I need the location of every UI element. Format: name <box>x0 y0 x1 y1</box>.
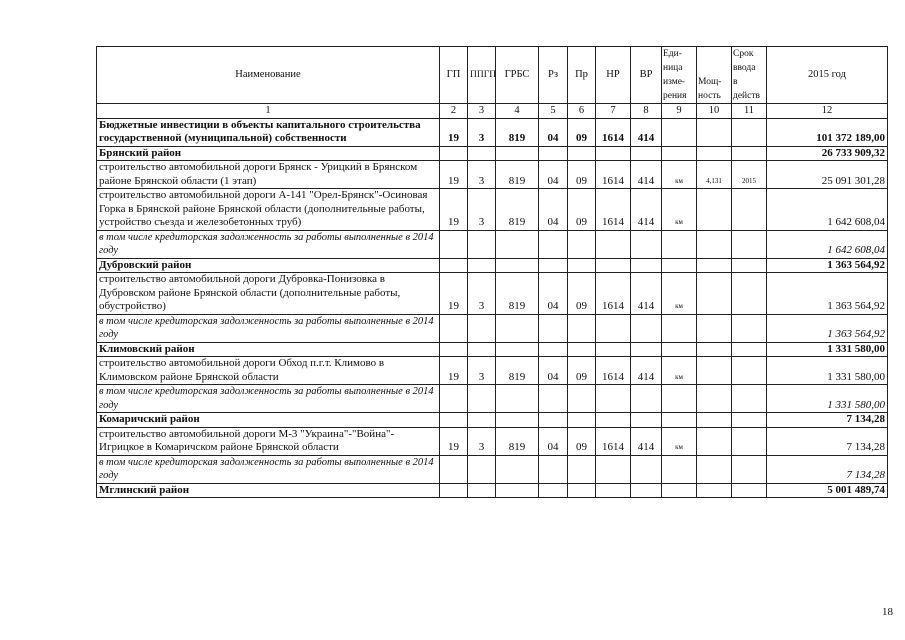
header-capacity-line: ность <box>698 91 721 101</box>
row-ppgp: 3 <box>468 189 496 231</box>
table-row-section <box>97 258 888 273</box>
row-term: 2015 <box>732 161 767 189</box>
header-unit-line: ница <box>663 63 683 73</box>
row-unit <box>662 413 697 428</box>
row-vr: 414 <box>631 189 662 231</box>
table-row <box>97 161 888 189</box>
column-number: 9 <box>662 104 697 119</box>
header-unit-line: изме- <box>663 77 686 87</box>
row-name: в том числе кредиторская задолженность за работы выполненные в 2014 году <box>97 314 440 342</box>
row-ppgp: 3 <box>468 118 496 146</box>
row-term <box>732 273 767 315</box>
header-gp: ГП <box>440 47 468 104</box>
row-nr <box>596 146 631 161</box>
row-grbs <box>496 230 539 258</box>
row-ppgp <box>468 342 496 357</box>
table-row <box>97 427 888 455</box>
header-vr: ВР <box>631 47 662 104</box>
row-vr <box>631 342 662 357</box>
column-number: 11 <box>732 104 767 119</box>
table-row-section <box>97 483 888 498</box>
row-unit: км <box>662 427 697 455</box>
row-gp <box>440 413 468 428</box>
row-vr <box>631 258 662 273</box>
row-ppgp: 3 <box>468 357 496 385</box>
row-unit <box>662 455 697 483</box>
row-vr: 414 <box>631 273 662 315</box>
header-year: 2015 год <box>767 47 888 104</box>
row-nr: 1614 <box>596 161 631 189</box>
row-term <box>732 385 767 413</box>
row-amount: 101 372 189,00 <box>767 118 888 146</box>
column-number: 1 <box>97 104 440 119</box>
column-number: 5 <box>539 104 568 119</box>
row-vr <box>631 455 662 483</box>
row-unit <box>662 385 697 413</box>
row-pr: 09 <box>568 357 596 385</box>
row-term <box>732 342 767 357</box>
row-pr <box>568 258 596 273</box>
row-vr: 414 <box>631 118 662 146</box>
row-rz <box>539 314 568 342</box>
row-capacity <box>697 427 732 455</box>
row-unit <box>662 258 697 273</box>
row-gp <box>440 258 468 273</box>
row-grbs <box>496 413 539 428</box>
row-vr <box>631 413 662 428</box>
row-capacity <box>697 189 732 231</box>
row-grbs: 819 <box>496 118 539 146</box>
header-name: Наименование <box>97 47 440 104</box>
row-capacity <box>697 258 732 273</box>
table-row-section <box>97 118 888 146</box>
header-term-line: Срок <box>733 49 754 59</box>
row-ppgp <box>468 230 496 258</box>
row-nr <box>596 385 631 413</box>
row-gp <box>440 483 468 498</box>
row-nr <box>596 230 631 258</box>
row-nr <box>596 314 631 342</box>
row-nr: 1614 <box>596 189 631 231</box>
row-term <box>732 118 767 146</box>
row-amount: 1 331 580,00 <box>767 357 888 385</box>
row-name: строительство автомобильной дороги Обход п.г.т. Климово в Климовском районе Брянской области <box>97 357 440 385</box>
row-pr <box>568 146 596 161</box>
row-capacity <box>697 413 732 428</box>
row-ppgp: 3 <box>468 427 496 455</box>
row-rz <box>539 258 568 273</box>
row-capacity <box>697 146 732 161</box>
row-term <box>732 230 767 258</box>
row-unit: км <box>662 161 697 189</box>
row-grbs <box>496 146 539 161</box>
column-number: 4 <box>496 104 539 119</box>
row-gp <box>440 342 468 357</box>
row-gp: 19 <box>440 189 468 231</box>
column-number: 7 <box>596 104 631 119</box>
row-name: в том числе кредиторская задолженность за работы выполненные в 2014 году <box>97 230 440 258</box>
row-pr <box>568 230 596 258</box>
row-pr <box>568 314 596 342</box>
row-rz <box>539 413 568 428</box>
row-term <box>732 258 767 273</box>
row-grbs: 819 <box>496 427 539 455</box>
row-term <box>732 455 767 483</box>
row-term <box>732 427 767 455</box>
row-gp: 19 <box>440 427 468 455</box>
row-vr <box>631 385 662 413</box>
row-rz: 04 <box>539 118 568 146</box>
row-rz: 04 <box>539 161 568 189</box>
header-rz: Рз <box>539 47 568 104</box>
row-nr <box>596 258 631 273</box>
row-unit: км <box>662 357 697 385</box>
row-capacity <box>697 314 732 342</box>
row-rz <box>539 455 568 483</box>
row-grbs <box>496 385 539 413</box>
row-capacity <box>697 385 732 413</box>
row-grbs <box>496 258 539 273</box>
row-gp: 19 <box>440 161 468 189</box>
row-grbs <box>496 342 539 357</box>
header-nr: НР <box>596 47 631 104</box>
row-rz: 04 <box>539 273 568 315</box>
row-gp <box>440 385 468 413</box>
row-name: в том числе кредиторская задолженность за работы выполненные в 2014 году <box>97 455 440 483</box>
row-term <box>732 189 767 231</box>
row-vr: 414 <box>631 357 662 385</box>
row-name: Комаричский район <box>97 413 440 428</box>
table-row-section <box>97 146 888 161</box>
row-amount: 26 733 909,32 <box>767 146 888 161</box>
row-amount: 25 091 301,28 <box>767 161 888 189</box>
row-amount: 5 001 489,74 <box>767 483 888 498</box>
row-capacity <box>697 118 732 146</box>
column-number: 10 <box>697 104 732 119</box>
row-unit: км <box>662 189 697 231</box>
row-ppgp <box>468 483 496 498</box>
row-gp <box>440 455 468 483</box>
column-number: 3 <box>468 104 496 119</box>
row-pr <box>568 455 596 483</box>
header-unit-line: рения <box>663 91 687 101</box>
row-name: строительство автомобильной дороги Дубровка-Понизовка в Дубровском районе Брянской области (дополнительные работы, обустройство) <box>97 273 440 315</box>
row-amount: 1 331 580,00 <box>767 342 888 357</box>
page-number: 18 <box>882 606 893 618</box>
row-unit <box>662 118 697 146</box>
row-gp <box>440 230 468 258</box>
row-rz: 04 <box>539 427 568 455</box>
header-term-line: ввода <box>733 63 756 73</box>
row-amount: 1 363 564,92 <box>767 314 888 342</box>
budget-table <box>96 46 888 498</box>
row-unit <box>662 314 697 342</box>
table-row-note <box>97 455 888 483</box>
header-unit <box>662 47 697 104</box>
row-term <box>732 483 767 498</box>
row-term <box>732 146 767 161</box>
row-pr: 09 <box>568 118 596 146</box>
row-term <box>732 413 767 428</box>
row-unit <box>662 483 697 498</box>
header-grbs: ГРБС <box>496 47 539 104</box>
row-rz <box>539 483 568 498</box>
row-pr: 09 <box>568 273 596 315</box>
row-name: Мглинский район <box>97 483 440 498</box>
row-grbs: 819 <box>496 161 539 189</box>
row-amount: 1 331 580,00 <box>767 385 888 413</box>
row-ppgp <box>468 146 496 161</box>
row-unit <box>662 342 697 357</box>
table-row-note <box>97 385 888 413</box>
row-capacity <box>697 273 732 315</box>
row-rz: 04 <box>539 189 568 231</box>
row-nr: 1614 <box>596 427 631 455</box>
row-nr <box>596 413 631 428</box>
row-ppgp <box>468 413 496 428</box>
row-nr: 1614 <box>596 118 631 146</box>
row-vr <box>631 314 662 342</box>
header-unit-line: Еди- <box>663 49 682 59</box>
row-rz <box>539 342 568 357</box>
row-grbs <box>496 314 539 342</box>
row-gp: 19 <box>440 357 468 385</box>
row-unit <box>662 230 697 258</box>
header-capacity-line: Мощ- <box>698 77 722 87</box>
row-name: Брянский район <box>97 146 440 161</box>
row-grbs <box>496 455 539 483</box>
row-gp: 19 <box>440 118 468 146</box>
header-term <box>732 47 767 104</box>
header-term-line: в <box>733 77 738 87</box>
row-amount: 1 363 564,92 <box>767 258 888 273</box>
row-pr: 09 <box>568 161 596 189</box>
row-capacity <box>697 483 732 498</box>
row-rz <box>539 385 568 413</box>
row-gp: 19 <box>440 273 468 315</box>
row-ppgp <box>468 385 496 413</box>
row-pr <box>568 413 596 428</box>
header-ppgp: ППГП <box>468 47 496 104</box>
row-capacity <box>697 342 732 357</box>
row-name: Климовский район <box>97 342 440 357</box>
row-grbs: 819 <box>496 189 539 231</box>
table-header <box>97 47 888 119</box>
row-rz <box>539 230 568 258</box>
column-number: 2 <box>440 104 468 119</box>
row-ppgp <box>468 455 496 483</box>
row-vr <box>631 146 662 161</box>
row-vr: 414 <box>631 427 662 455</box>
row-pr: 09 <box>568 427 596 455</box>
column-number: 8 <box>631 104 662 119</box>
row-name: строительство автомобильной дороги М-3 "Украина"-"Война"-Игрицкое в Комаричском районе Брянской области <box>97 427 440 455</box>
row-capacity <box>697 455 732 483</box>
row-ppgp: 3 <box>468 273 496 315</box>
row-term <box>732 357 767 385</box>
header-pr: Пр <box>568 47 596 104</box>
row-amount: 1 363 564,92 <box>767 273 888 315</box>
row-grbs: 819 <box>496 273 539 315</box>
row-unit: км <box>662 273 697 315</box>
row-grbs: 819 <box>496 357 539 385</box>
header-term-line: действ <box>733 91 760 101</box>
row-grbs <box>496 483 539 498</box>
row-name: в том числе кредиторская задолженность за работы выполненные в 2014 году <box>97 385 440 413</box>
row-amount: 7 134,28 <box>767 427 888 455</box>
row-amount: 7 134,28 <box>767 413 888 428</box>
row-vr: 414 <box>631 161 662 189</box>
row-capacity <box>697 230 732 258</box>
table-row-note <box>97 314 888 342</box>
row-pr <box>568 483 596 498</box>
row-capacity: 4,131 <box>697 161 732 189</box>
row-nr <box>596 455 631 483</box>
row-rz: 04 <box>539 357 568 385</box>
row-term <box>732 314 767 342</box>
row-name: строительство автомобильной дороги А-141 "Орел-Брянск"-Осиновая Горка в Брянской районе Брянской области (дополнительные работы, устройство съезда и железобетонных труб) <box>97 189 440 231</box>
table-row <box>97 189 888 231</box>
row-name: Бюджетные инвестиции в объекты капитального строительства государственной (муниципальной) собственности <box>97 118 440 146</box>
row-pr <box>568 385 596 413</box>
column-numbers-row <box>97 104 888 119</box>
row-pr: 09 <box>568 189 596 231</box>
row-rz <box>539 146 568 161</box>
row-ppgp: 3 <box>468 161 496 189</box>
row-nr <box>596 342 631 357</box>
row-nr <box>596 483 631 498</box>
header-capacity <box>697 47 732 104</box>
row-gp <box>440 146 468 161</box>
row-gp <box>440 314 468 342</box>
table-body <box>97 118 888 498</box>
row-pr <box>568 342 596 357</box>
table-row <box>97 357 888 385</box>
table-row-section <box>97 342 888 357</box>
column-number: 6 <box>568 104 596 119</box>
table-row <box>97 273 888 315</box>
row-nr: 1614 <box>596 357 631 385</box>
row-ppgp <box>468 258 496 273</box>
row-capacity <box>697 357 732 385</box>
row-amount: 7 134,28 <box>767 455 888 483</box>
table-row-section <box>97 413 888 428</box>
row-amount: 1 642 608,04 <box>767 189 888 231</box>
row-amount: 1 642 608,04 <box>767 230 888 258</box>
row-name: строительство автомобильной дороги Брянск - Урицкий в Брянском районе Брянской области (1 этап) <box>97 161 440 189</box>
row-nr: 1614 <box>596 273 631 315</box>
row-ppgp <box>468 314 496 342</box>
row-vr <box>631 483 662 498</box>
table-row-note <box>97 230 888 258</box>
row-vr <box>631 230 662 258</box>
column-number: 12 <box>767 104 888 119</box>
row-name: Дубровский район <box>97 258 440 273</box>
row-unit <box>662 146 697 161</box>
